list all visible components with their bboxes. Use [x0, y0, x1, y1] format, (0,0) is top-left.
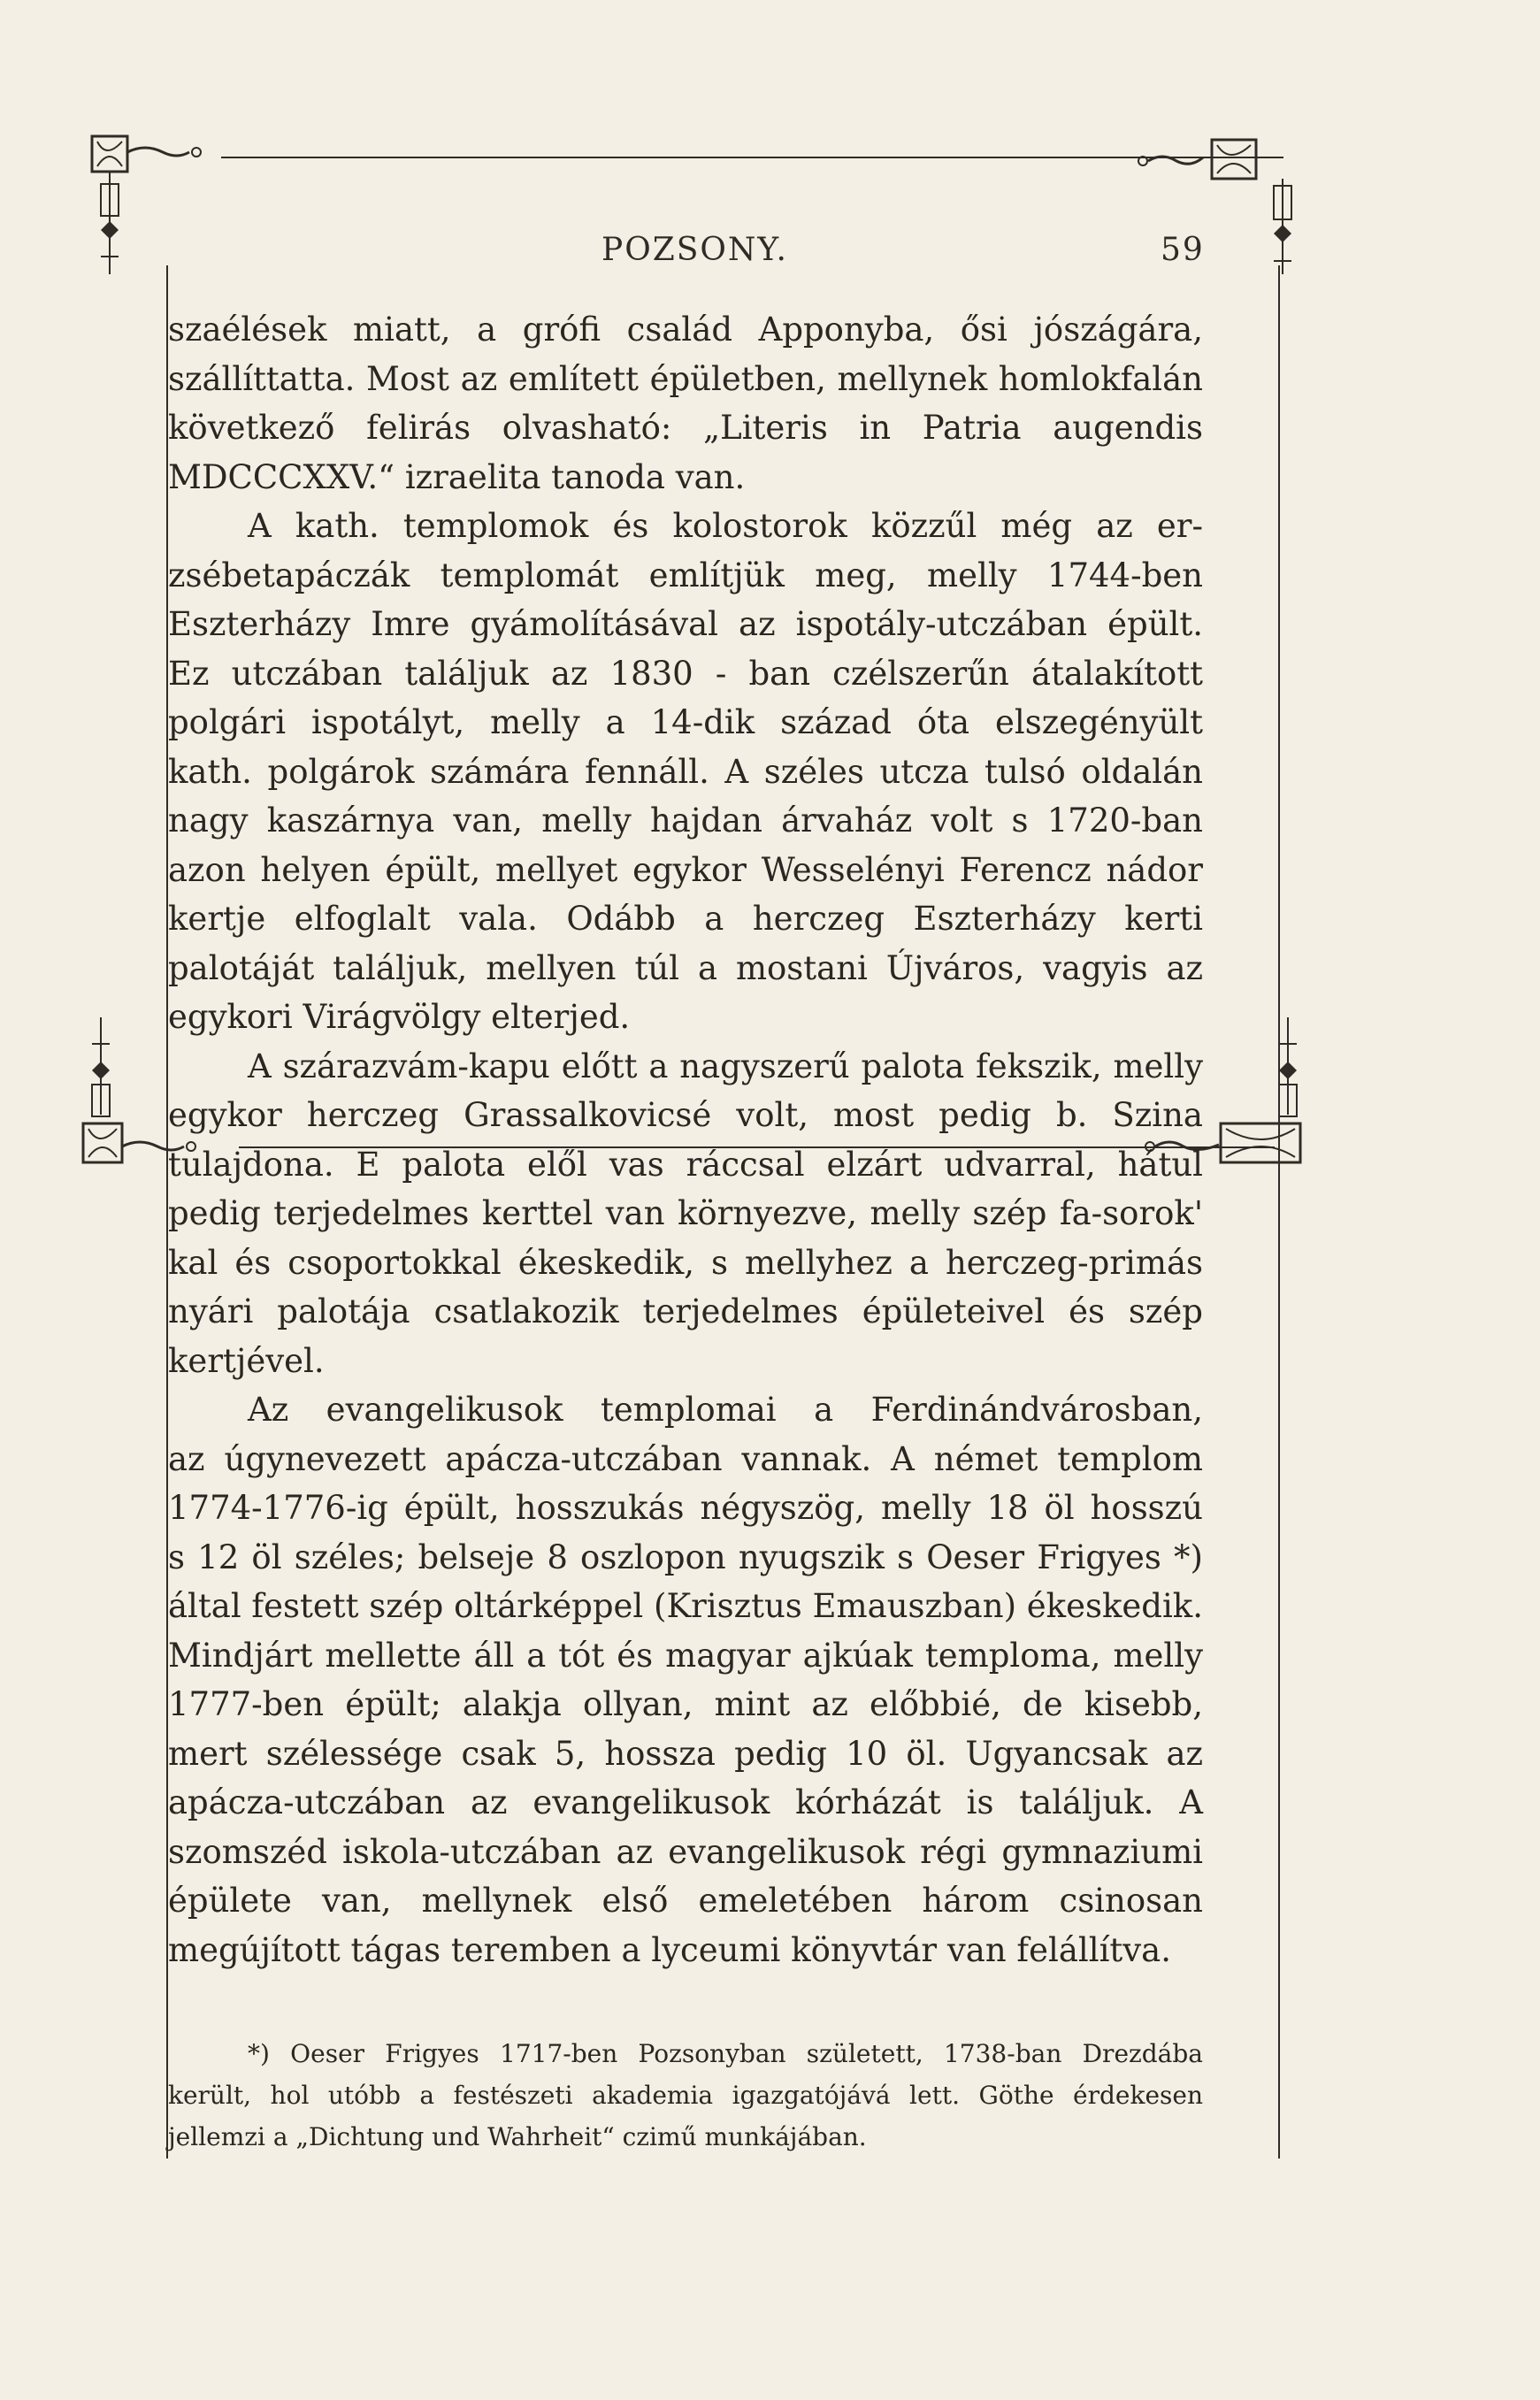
text-line: polgári ispotályt, melly a 14-dik század óta elszegényült [168, 703, 1203, 741]
text-line: egykor herczeg Grassalkovicsé volt, most pedig b. Szina [168, 1096, 1203, 1134]
text-line: kath. polgárok számára fennáll. A széles utcza tulsó oldalán [168, 752, 1203, 791]
running-head-title: POZSONY. [601, 232, 788, 268]
footnote-line: jellemzi a „Dichtung und Wahrheit“ czimű munkájában. [168, 2122, 867, 2151]
text-line: zsébetapáczák templomát említjük meg, melly 1744-ben [168, 556, 1203, 594]
text-line: szomszéd iskola-utczában az evangelikusok régi gymnaziumi [168, 1832, 1203, 1871]
text-line: Az evangelikusok templomai a Ferdinándvárosban, [248, 1391, 1203, 1429]
text-line: nyári palotája csatlakozik terjedelmes épületeivel és szép [168, 1292, 1203, 1330]
text-line: s 12 öl széles; belseje 8 oszlopon nyugszik s Oeser Frigyes *) [168, 1537, 1203, 1576]
top-right-ornament-icon [1123, 133, 1300, 283]
text-line: nagy kaszárnya van, melly hajdan árvaház volt s 1720-ban [168, 801, 1203, 840]
text-line: Mindjárt mellette áll a tót és magyar ajkúak temploma, melly [168, 1636, 1203, 1675]
text-line: kertje elfoglalt vala. Odább a herczeg Eszterházy kerti [168, 900, 1203, 938]
text-line: tulajdona. E palota elől vas ráccsal elzárt udvarral, hátul [168, 1145, 1203, 1184]
page-number: 59 [1161, 232, 1205, 268]
text-line: az úgynevezett apácza-utczában vannak. A német templom [168, 1439, 1203, 1478]
text-line: által festett szép oltárképpel (Krisztus Emauszban) ékeskedik. [168, 1587, 1203, 1625]
text-line: azon helyen épült, mellyet egykor Wesselényi Ferencz nádor [168, 850, 1203, 889]
text-line: Ez utczában találjuk az 1830 - ban czélszerűn átalakított [168, 654, 1203, 693]
text-line: szaélések miatt, a grófi család Apponyba, ősi jószágára, [168, 311, 1203, 349]
text-line: pedig terjedelmes kerttel van környezve, melly szép fa-sorok' [168, 1194, 1203, 1232]
text-line: egykori Virágvölgy elterjed. [168, 998, 631, 1036]
text-line: kertjével. [168, 1341, 325, 1380]
text-line: szállíttatta. Most az említett épületben, mellynek homlokfalán [168, 359, 1203, 398]
footnote-line: került, hol utóbb a festészeti akademia igazgatójává lett. Göthe érdekesen [168, 2081, 1203, 2110]
footnote [168, 2033, 1203, 2158]
text-line: Eszterházy Imre gyámolításával az ispotály-utczában épült. [168, 605, 1203, 643]
footnote-line: *) Oeser Frigyes 1717-ben Pozsonyban született, 1738-ban Drezdába [248, 2039, 1203, 2068]
right-frame-line [1278, 265, 1280, 2158]
text-line: 1777-ben épült; alakja ollyan, mint az előbbié, de kisebb, [168, 1685, 1203, 1723]
text-line: épülete van, mellynek első emeletében három csinosan [168, 1882, 1203, 1920]
text-line: A szárazvám-kapu előtt a nagyszerű palota fekszik, melly [248, 1047, 1203, 1085]
text-line: következő felirás olvasható: „Literis in Patria augendis [168, 409, 1203, 447]
text-line: megújított tágas teremben a lyceumi könyvtár van felállítva. [168, 1930, 1171, 1969]
text-line: apácza-utczában az evangelikusok kórházát is találjuk. A [168, 1783, 1203, 1821]
body-text [168, 305, 1203, 1974]
text-line: 1774-1776-ig épült, hosszukás négyszög, melly 18 öl hosszú [168, 1489, 1203, 1527]
top-left-ornament-icon [88, 133, 230, 283]
text-line: mert szélessége csak 5, hossza pedig 10 öl. Ugyancsak az [168, 1734, 1203, 1773]
text-line: MDCCCXXV.“ izraelita tanoda van. [168, 457, 746, 496]
text-line: A kath. templomok és kolostorok közzűl még az er- [248, 507, 1203, 545]
text-line: kal és csoportokkal ékeskedik, s mellyhez a herczeg-primás [168, 1243, 1203, 1282]
text-line: palotáját találjuk, mellyen túl a mostani Újváros, vagyis az [168, 948, 1203, 987]
